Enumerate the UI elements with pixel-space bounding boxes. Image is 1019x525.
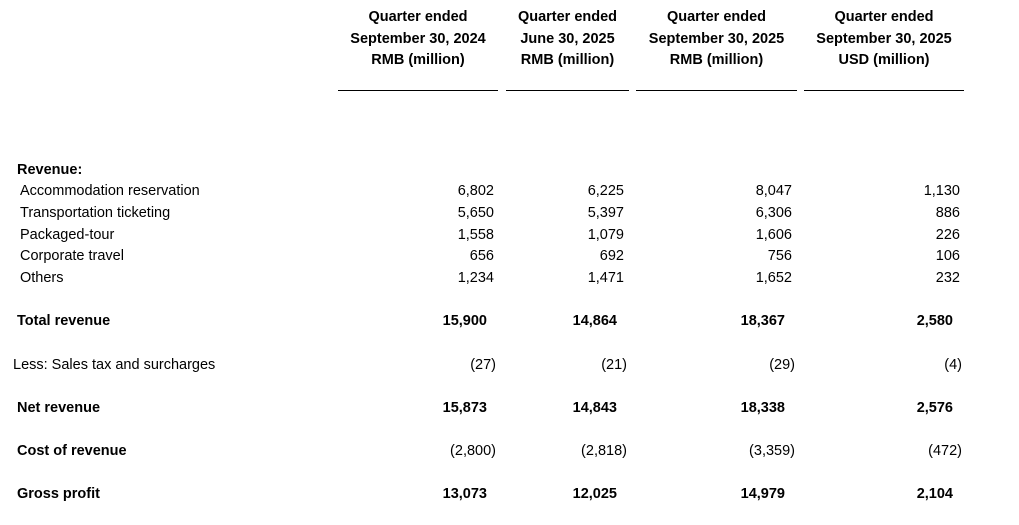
row-label-cost-of-revenue: Cost of revenue <box>17 443 127 459</box>
cell-value: 886 <box>935 205 960 221</box>
column-header-q3-2025-usd <box>804 7 964 72</box>
header-underline <box>804 90 964 91</box>
column-header-q3-2024-rmb <box>338 7 498 72</box>
cell-value: (2,818) <box>581 443 627 459</box>
cell-value: 6,802 <box>457 183 494 199</box>
column-header-line2: September 30, 2025 <box>648 30 785 47</box>
row-label-packaged-tour: Packaged-tour <box>20 227 115 243</box>
column-header-line1: Quarter ended <box>666 9 767 25</box>
cell-value: 13,073 <box>442 486 487 502</box>
cell-value: 5,397 <box>587 205 624 221</box>
row-label-transportation: Transportation ticketing <box>20 205 171 221</box>
cell-value: 692 <box>599 248 624 264</box>
column-header-line3: RMB (million) <box>520 52 615 68</box>
cell-value: (3,359) <box>749 443 795 459</box>
cell-value: 18,338 <box>740 400 785 416</box>
row-label-others: Others <box>20 270 64 286</box>
cell-value: (4) <box>944 357 962 373</box>
column-header-line3: RMB (million) <box>371 52 465 68</box>
cell-value: 2,576 <box>916 400 953 416</box>
cell-value: 5,650 <box>457 205 494 221</box>
column-header-line1: Quarter ended <box>517 9 618 25</box>
column-header-line2: September 30, 2024 <box>350 30 486 47</box>
cell-value: 1,234 <box>457 270 494 286</box>
cell-value: 656 <box>469 248 494 264</box>
row-label-accommodation: Accommodation reservation <box>20 183 200 199</box>
column-header-line2: September 30, 2025 <box>816 30 952 47</box>
cell-value: 2,104 <box>916 486 953 502</box>
column-header-line1: Quarter ended <box>368 9 468 25</box>
row-label-total-revenue: Total revenue <box>17 313 111 329</box>
row-label-net-revenue: Net revenue <box>17 400 101 416</box>
cell-value: 18,367 <box>740 313 785 329</box>
cell-value: 1,652 <box>755 270 792 286</box>
column-header-line2: June 30, 2025 <box>520 30 615 47</box>
cell-value: 6,225 <box>587 183 624 199</box>
column-header-line3: USD (million) <box>838 52 930 68</box>
column-header-line3: RMB (million) <box>669 52 764 68</box>
cell-value: 756 <box>767 248 792 264</box>
header-underline <box>636 90 797 91</box>
cell-value: 1,558 <box>457 227 494 243</box>
cell-value: (472) <box>928 443 962 459</box>
cell-value: 14,843 <box>572 400 617 416</box>
cell-value: (2,800) <box>450 443 496 459</box>
cell-value: 12,025 <box>572 486 617 502</box>
cell-value: 1,606 <box>755 227 792 243</box>
row-label-gross-profit: Gross profit <box>17 486 100 502</box>
header-underline <box>338 90 498 91</box>
cell-value: 8,047 <box>755 183 792 199</box>
cell-value: 1,471 <box>587 270 624 286</box>
cell-value: 226 <box>935 227 960 243</box>
column-header-line1: Quarter ended <box>834 9 934 25</box>
cell-value: 14,979 <box>740 486 785 502</box>
cell-value: 106 <box>935 248 960 264</box>
column-header-q2-2025-rmb <box>506 7 629 72</box>
cell-value: 15,900 <box>442 313 487 329</box>
cell-value: 2,580 <box>916 313 953 329</box>
cell-value: (27) <box>470 357 496 373</box>
cell-value: 1,079 <box>587 227 624 243</box>
header-underline <box>506 90 629 91</box>
cell-value: 14,864 <box>572 313 617 329</box>
cell-value: 232 <box>935 270 960 286</box>
revenue-heading: Revenue: <box>17 162 83 178</box>
cell-value: (29) <box>769 357 795 373</box>
row-label-sales-tax: Less: Sales tax and surcharges <box>13 357 216 373</box>
cell-value: (21) <box>601 357 627 373</box>
cell-value: 15,873 <box>442 400 487 416</box>
row-label-corporate-travel: Corporate travel <box>20 248 124 264</box>
cell-value: 1,130 <box>923 183 960 199</box>
column-header-q3-2025-rmb <box>636 7 797 72</box>
cell-value: 6,306 <box>755 205 792 221</box>
